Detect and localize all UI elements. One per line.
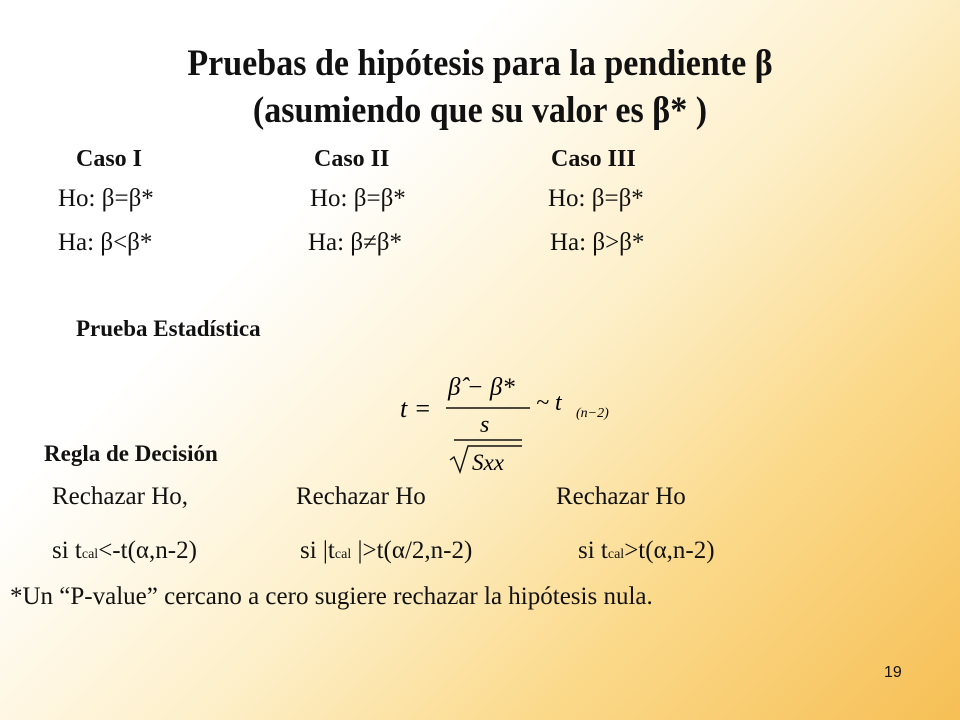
case-3-alternative-hypothesis: Ha: β>β* xyxy=(550,229,645,256)
formula-lhs: t = xyxy=(400,394,432,423)
case-1-heading: Caso I xyxy=(76,146,143,172)
title-line-2: (asumiendo que su valor es β* ) xyxy=(252,90,708,131)
footnote: *Un “P-value” cercano a cero sugiere rechazar la hipótesis nula. xyxy=(10,583,653,610)
case-3-null-hypothesis: Ho: β=β* xyxy=(548,185,644,212)
reject-case-2: Rechazar Ho xyxy=(296,483,426,510)
reject-case-1: Rechazar Ho, xyxy=(52,483,189,510)
condition-case-3 xyxy=(578,537,715,565)
formula-denominator-bottom: Sxx xyxy=(472,450,504,475)
formula-distribution: ~ t xyxy=(536,390,562,416)
condition-case-3-suffix: >t(α,n-2) xyxy=(624,537,715,564)
condition-case-2-prefix: si |t xyxy=(300,537,335,564)
slide-title xyxy=(38,40,921,134)
condition-case-3-prefix: si t xyxy=(578,537,608,564)
title-line-1: Pruebas de hipótesis para la pendiente β xyxy=(187,43,773,84)
condition-case-2 xyxy=(300,537,472,565)
case-3-heading: Caso III xyxy=(551,146,636,172)
case-2-alternative-hypothesis: Ha: β≠β* xyxy=(308,229,403,256)
formula-degrees-of-freedom: (n−2) xyxy=(576,406,609,421)
condition-case-1-subscript: cal xyxy=(81,547,99,562)
condition-case-3-subscript: cal xyxy=(607,547,625,562)
condition-case-2-suffix: |>t(α/2,n-2) xyxy=(351,537,473,564)
condition-case-1-suffix: <-t(α,n-2) xyxy=(98,537,197,564)
decision-rule-heading: Regla de Decisión xyxy=(44,441,218,466)
condition-case-1-prefix: si t xyxy=(52,537,82,564)
case-1-alternative-hypothesis: Ha: β<β* xyxy=(58,229,153,256)
condition-case-2-subscript: cal xyxy=(334,547,352,562)
test-statistic-formula xyxy=(398,360,628,480)
case-2-heading: Caso II xyxy=(314,146,390,172)
test-statistic-heading: Prueba Estadística xyxy=(76,316,261,341)
reject-case-3: Rechazar Ho xyxy=(556,483,686,510)
condition-case-1 xyxy=(52,537,197,565)
case-1-null-hypothesis: Ho: β=β* xyxy=(58,185,154,212)
formula-numerator: β̂ − β* xyxy=(448,374,515,401)
page-number: 19 xyxy=(884,664,902,681)
formula-denominator-top: s xyxy=(480,412,490,438)
case-2-null-hypothesis: Ho: β=β* xyxy=(310,185,406,212)
